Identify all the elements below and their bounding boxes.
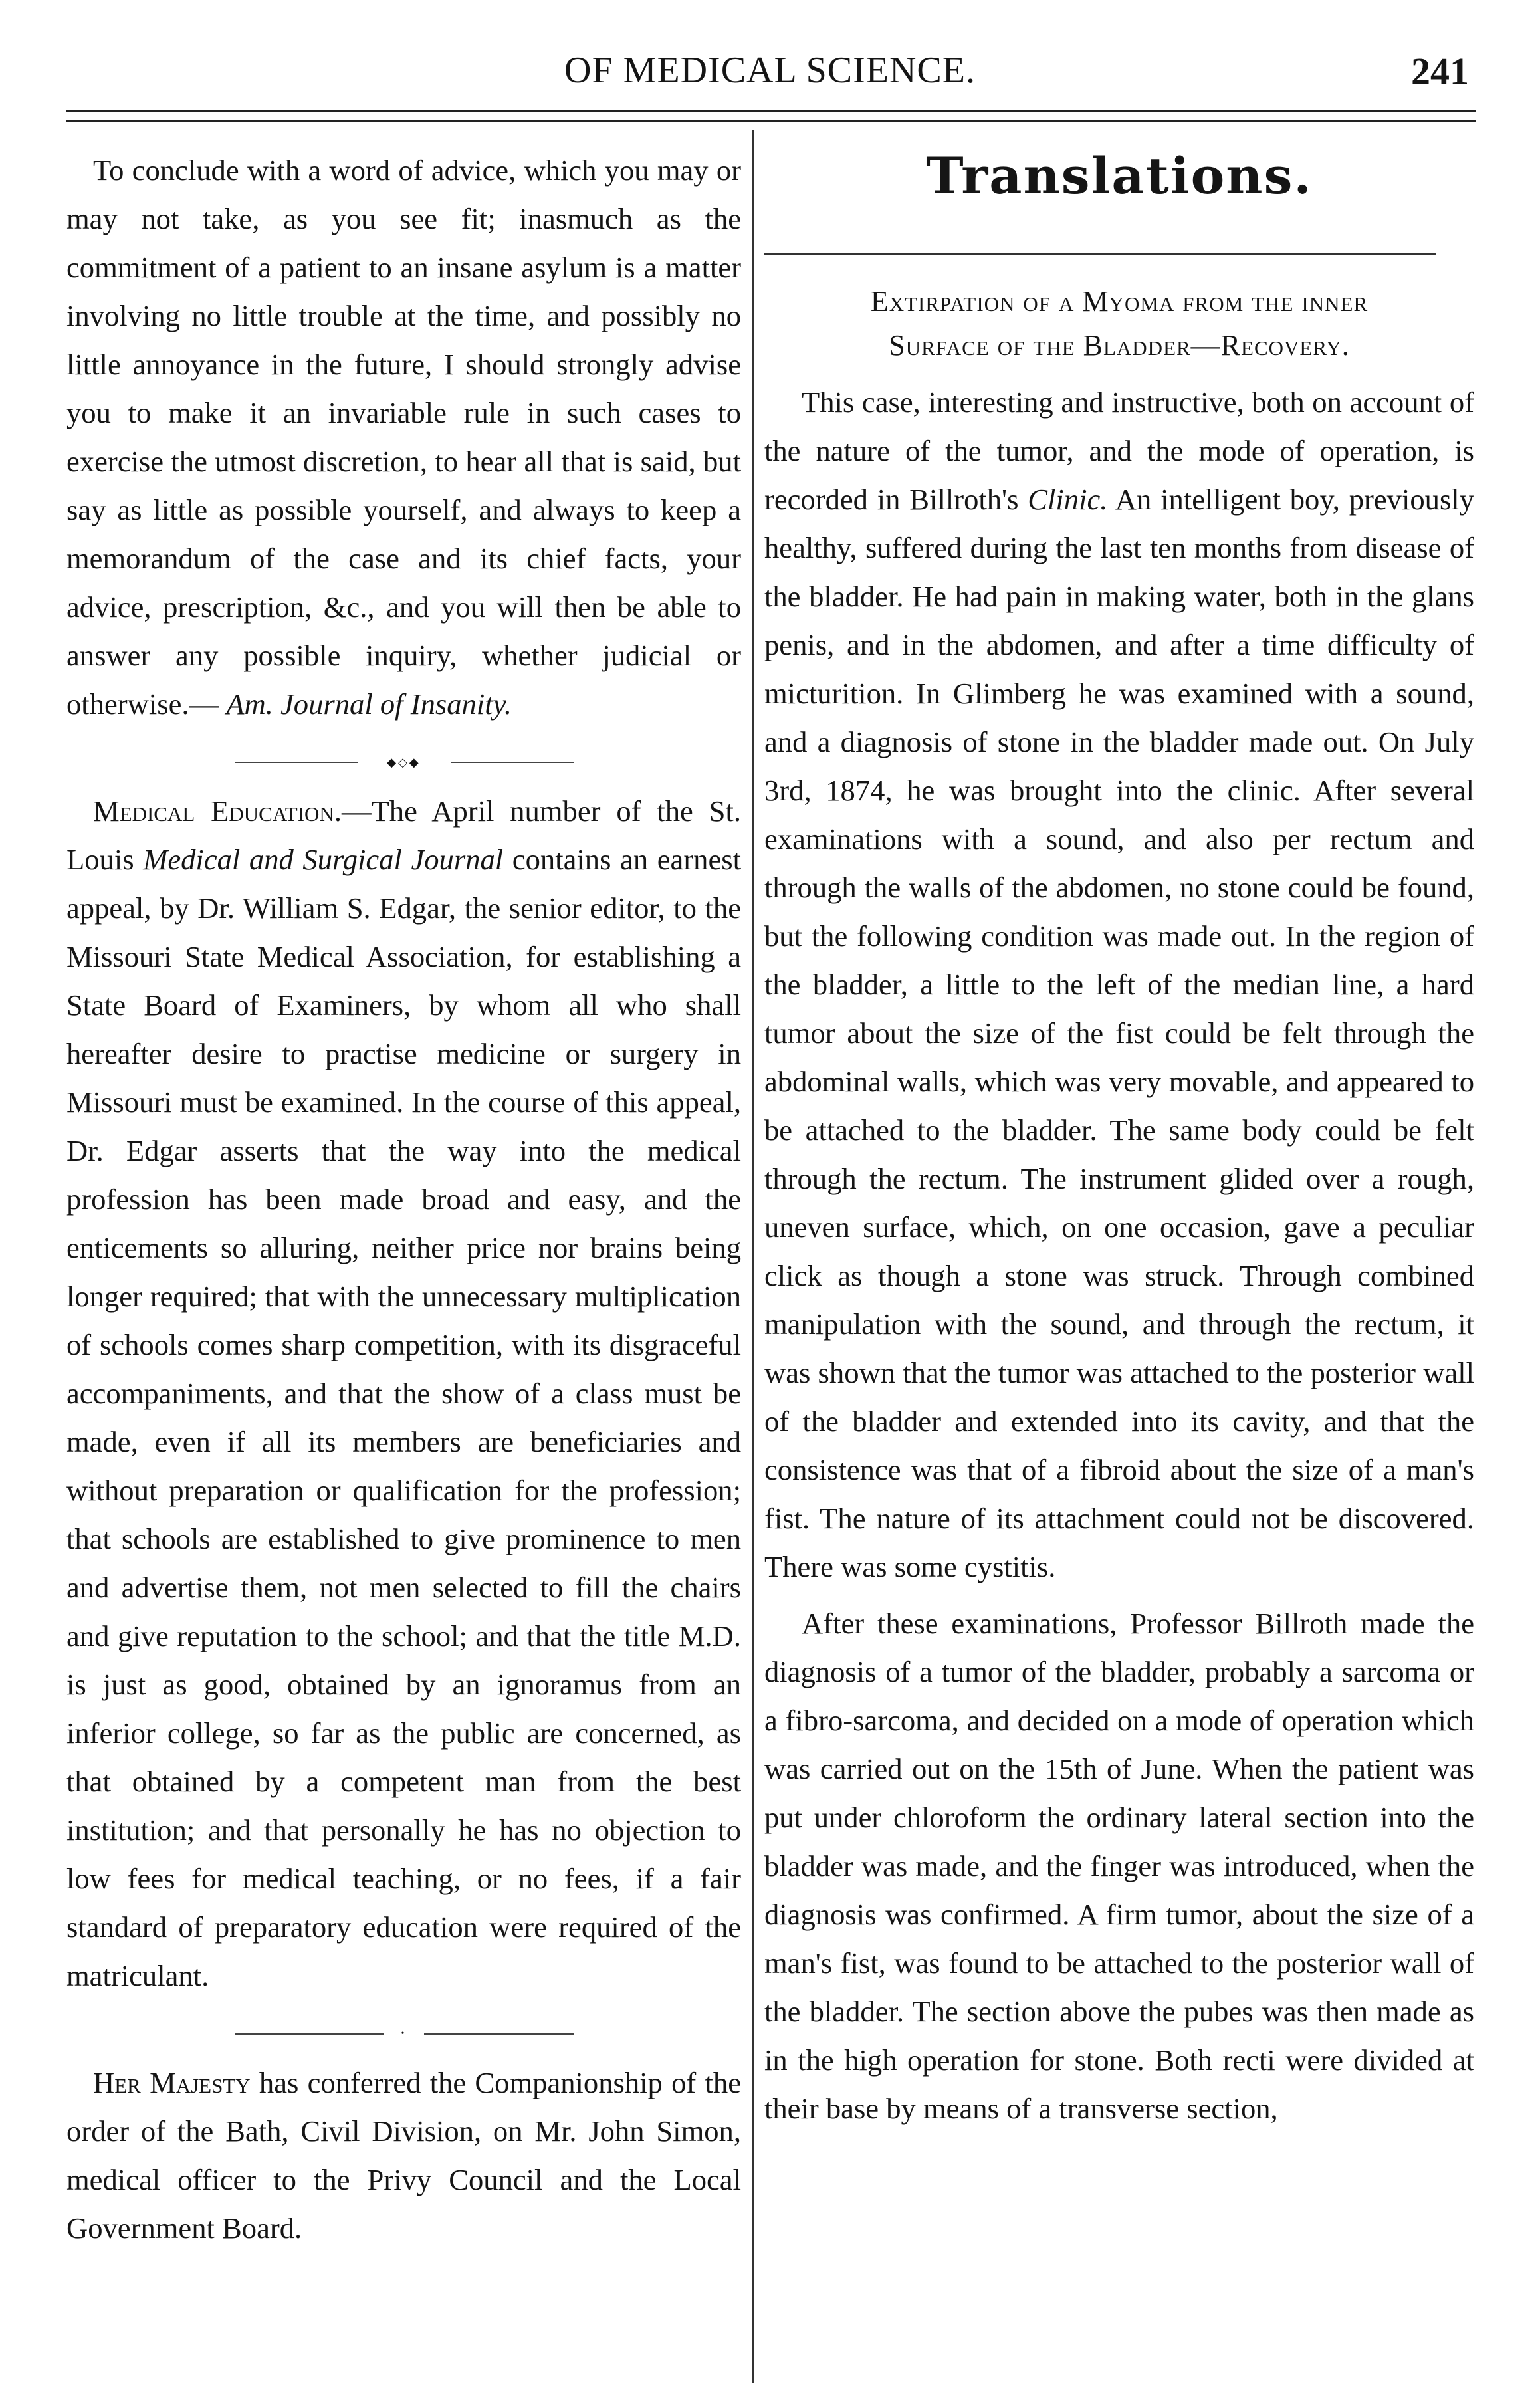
clinic-word: Clinic.: [1028, 483, 1108, 516]
advice-paragraph: [66, 146, 741, 729]
medical-education-text-b: contains an earnest appeal, by Dr. William S. Edgar, the senior editor, to the Missouri State Medical Association, for establishing a State Board of Examiners, by whom all who shall hereafter desire to practise medicine or surgery in Missouri must be examined. In the course of this appeal, Dr. Edgar asserts that the way into the medical profession has been made broad and easy, and the enticements so alluring, neither price nor brains being longer required; that with the unnecessary multiplication of schools comes sharp competition, with its disgraceful accompaniments, and that the show of a class must be made, even if all its members are beneficiaries and without preparation or qualification for the profession; that schools are established to give prominence to men and advertise them, not men selected to fill the chairs and give reputation to the school; and that the title M.D. is just as good, obtained by an ignoramus from an inferior college, so far as the public are concerned, as that obtained by a competent man from the best institution; and that personally he has no objection to low fees for medical teaching, or no fees, if a fair standard of preparatory education were required of the matriculant.: [66, 843, 741, 1992]
right-column: [764, 146, 1474, 2133]
column-divider: [752, 130, 754, 2383]
medical-education-text-a: —The April number of the St. Louis: [66, 794, 741, 876]
left-column: [66, 146, 741, 2253]
article-title: [764, 280, 1474, 368]
separator-ornament: ◆◇◆: [358, 757, 451, 768]
header-rule-top: [66, 110, 1476, 112]
section-heading: Translations.: [926, 146, 1313, 205]
article-title-line-1: Extirpation of a Myoma from the inner: [870, 285, 1369, 318]
case-text-a: This case, interesting and instructive, both on account of the nature of the tumor, and the mode of operation, is recorded in Billroth's: [764, 386, 1474, 516]
advice-text: To conclude with a word of advice, which you may or may not take, as you see fit; inasmuch as the commitment of a patient to an insane asylum is a matter involving no little trouble at the time, and possibly no little annoyance in the future, I should strongly advise you to make it an invariable rule in such cases to exercise the utmost discretion, to hear all that is said, but say as little as possible yourself, and always to keep a memorandum of the case and its chief facts, your advice, prescription, &c., and you will then be able to answer any possible inquiry, whether judicial or otherwise.—: [66, 154, 741, 721]
journal-title: Medical and Surgical Journal: [143, 843, 504, 876]
separator-ornament: •: [384, 2029, 424, 2039]
case-paragraph: [764, 378, 1474, 1591]
plain-separator: [235, 2028, 574, 2040]
case-text-b: An intelligent boy, previously healthy, suffered during the last ten months from disease of the bladder. He had pain in making water, both in the glans penis, and in the abdomen, and after a time difficulty of micturition. In Glimberg he was examined with a sound, and a diagnosis of stone in the bladder made out. On July 3rd, 1874, he was brought into the clinic. After several examinations with a sound, and also per rectum and through the walls of the abdomen, no stone could be found, but the following condition was made out. In the region of the bladder, a little to the left of the median line, a hard tumor about the size of the fist could be felt through the abdominal walls, which was very movable, and appeared to be attached to the bladder. The same body could be felt through the rectum. The instrument glided over a rough, uneven surface, which, on one occasion, gave a peculiar click as though a stone was struck. Through combined manipulation with the sound, and through the rectum, it was shown that the tumor was attached to the posterior wall of the bladder and extended into its cavity, and that the consistence was that of a fibroid about the size of a man's fist. The nature of its attachment could not be discovered. There was some cystitis.: [764, 483, 1474, 1583]
article-title-line-2: Surface of the Bladder—Recovery.: [889, 329, 1350, 362]
her-majesty-lead: Her Majesty: [93, 2066, 251, 2099]
advice-source: Am. Journal of Insanity.: [226, 687, 512, 721]
ornamental-separator: [235, 756, 574, 768]
page-number: 241: [1411, 50, 1469, 93]
her-majesty-text: has conferred the Companionship of the order of the Bath, Civil Division, on Mr. John Simon, medical officer to the Privy Council and the Local Government Board.: [66, 2066, 741, 2245]
medical-education-paragraph: [66, 787, 741, 2000]
section-rule: [764, 253, 1436, 255]
header-rule-bottom: [66, 120, 1476, 122]
medical-education-lead: Medical Education.: [93, 794, 342, 828]
operation-paragraph: After these examinations, Professor Billroth made the diagnosis of a tumor of the bladder, probably a sarcoma or a fibro-sarcoma, and decided on a mode of operation which was carried out on the 15th of June. When the patient was put under chloroform the ordinary lateral section into the bladder was made, and the finger was introduced, when the diagnosis was confirmed. A firm tumor, about the size of a man's fist, was found to be attached to the posterior wall of the bladder. The section above the pubes was then made as in the high operation for stone. Both recti were divided at their base by means of a transverse section,: [764, 1607, 1474, 2125]
running-head-title: OF MEDICAL SCIENCE.: [564, 50, 976, 91]
her-majesty-paragraph: [66, 2059, 741, 2253]
